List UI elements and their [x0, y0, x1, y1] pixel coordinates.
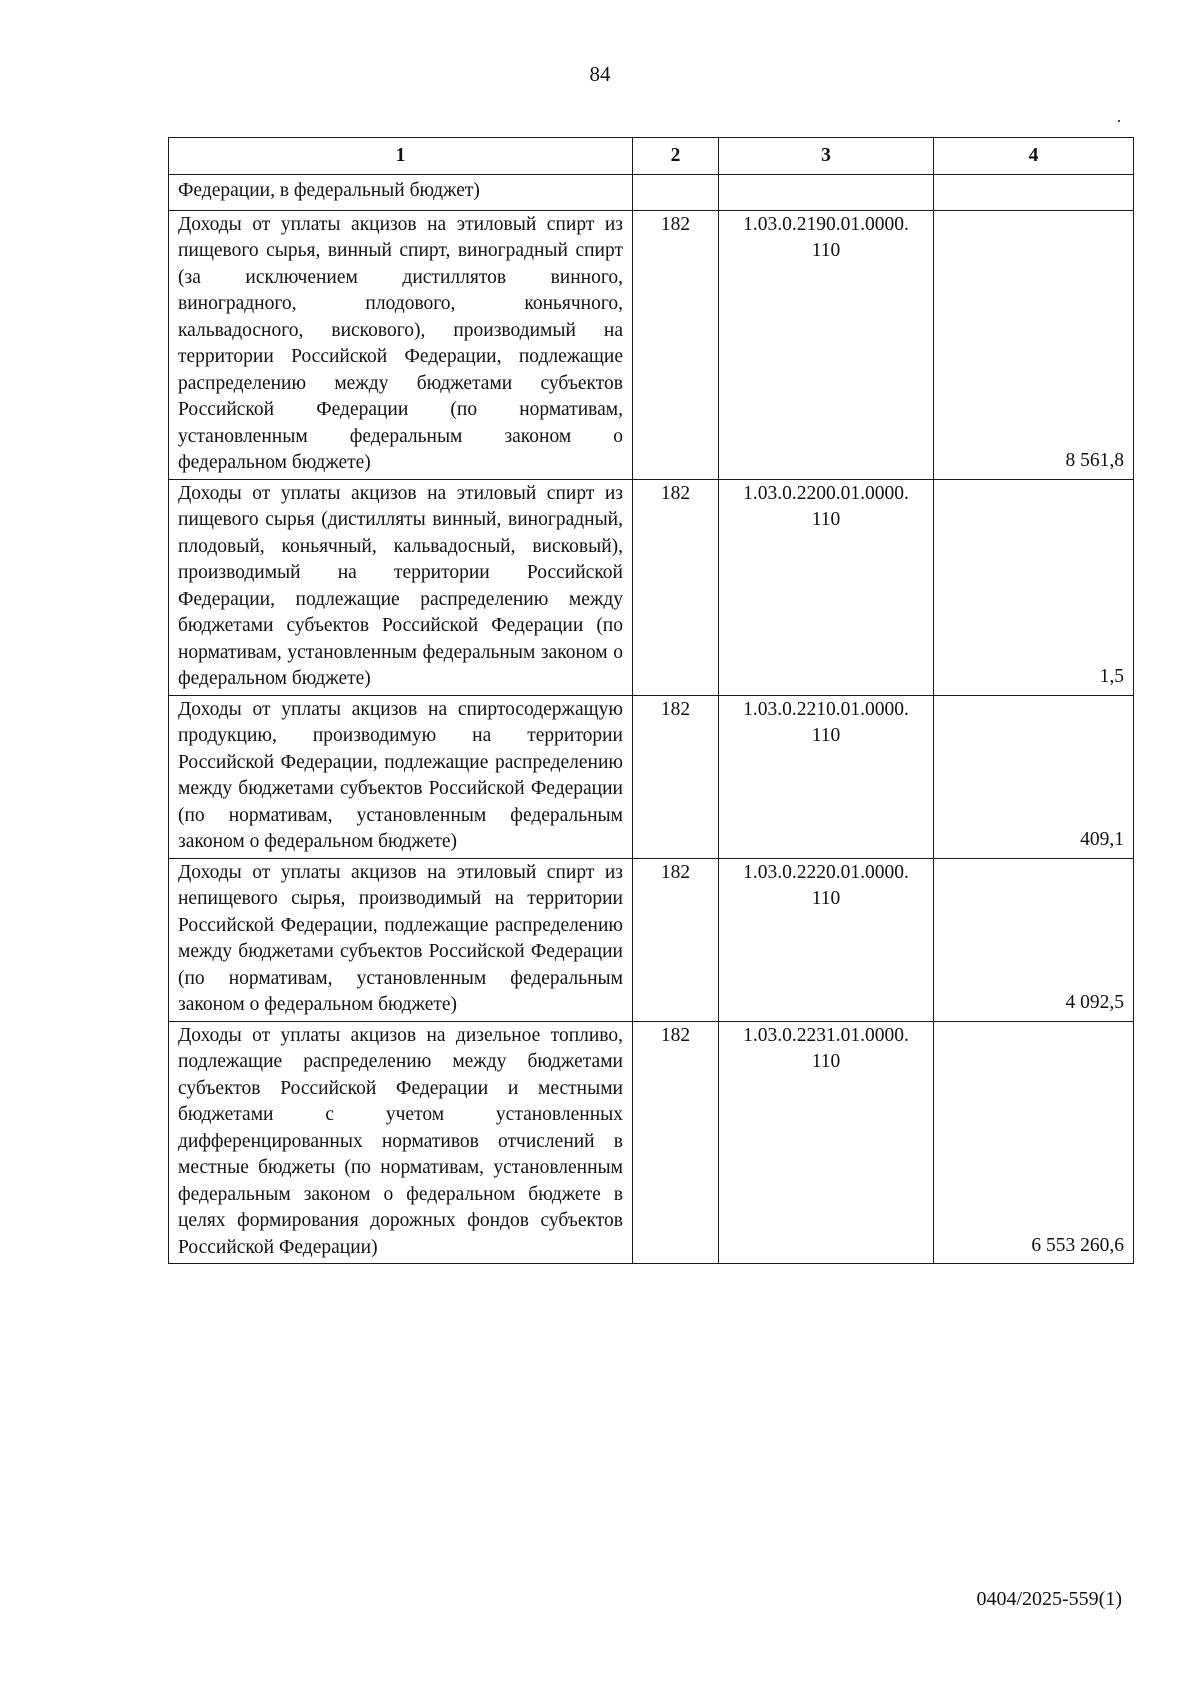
row-classification-code [719, 479, 934, 695]
row-classification-code [719, 210, 934, 479]
code-line-main: 1.03.0.2200.01.0000. [743, 482, 909, 504]
column-header-3: 3 [719, 138, 934, 175]
row-admin-code: 182 [633, 210, 719, 479]
row-admin-code: 182 [633, 695, 719, 858]
row-description: Доходы от уплаты акцизов на этиловый спирт из пищевого сырья, винный спирт, виноградный спирт (за исключением дистиллятов винного, виноградного, плодового, коньячного, кальвадосного, вискового), производимый на территории Российской Федерации, подлежащие распределению между бюджетами субъектов Российской Федерации (по нормативам, установленным федеральным законом о федеральном бюджете) [169, 210, 633, 479]
code-line-main: 1.03.0.2220.01.0000. [743, 861, 909, 883]
table-row [169, 1021, 1134, 1264]
row-classification-code [719, 1021, 934, 1264]
column-header-2: 2 [633, 138, 719, 175]
row-description: Федерации, в федеральный бюджет) [169, 175, 633, 211]
code-line-main: 1.03.0.2231.01.0000. [743, 1024, 909, 1046]
table-row [169, 210, 1134, 479]
column-header-1: 1 [169, 138, 633, 175]
row-description: Доходы от уплаты акцизов на этиловый спирт из пищевого сырья (дистилляты винный, виноградный, плодовый, коньячный, кальвадосный, висковый), производимый на территории Российской Федерации, подлежащие распределению между бюджетами субъектов Российской Федерации (по нормативам, установленным федеральным законом о федеральном бюджете) [169, 479, 633, 695]
row-amount: 1,5 [934, 479, 1134, 695]
table-row [169, 695, 1134, 858]
code-line-suffix: 110 [811, 509, 841, 530]
row-description: Доходы от уплаты акцизов на дизельное топливо, подлежащие распределению между бюджетами субъектов Российской Федерации и местными бюджетами с учетом установленных дифференцированных нормативов отчислений в местные бюджеты (по нормативам, установленным федеральным законом о федеральном бюджете в целях формирования дорожных фондов субъектов Российской Федерации) [169, 1021, 633, 1264]
scan-speck [1118, 120, 1120, 122]
row-amount: 8 561,8 [934, 210, 1134, 479]
row-classification-code [719, 175, 934, 211]
row-classification-code [719, 695, 934, 858]
row-admin-code: 182 [633, 479, 719, 695]
page-number: 84 [589, 62, 611, 86]
table-row [169, 479, 1134, 695]
code-line-main: 1.03.0.2210.01.0000. [743, 698, 909, 720]
row-description: Доходы от уплаты акцизов на спиртосодержащую продукцию, производимую на территории Российской Федерации, подлежащие распределению между бюджетами субъектов Российской Федерации (по нормативам, установленным федеральным законом о федеральном бюджете) [169, 695, 633, 858]
row-admin-code: 182 [633, 858, 719, 1021]
column-header-4: 4 [934, 138, 1134, 175]
code-line-suffix: 110 [811, 725, 841, 746]
code-line-suffix: 110 [811, 1051, 841, 1072]
code-line-suffix: 110 [811, 888, 841, 909]
row-admin-code [633, 175, 719, 211]
row-classification-code [719, 858, 934, 1021]
row-amount: 409,1 [934, 695, 1134, 858]
row-amount: 4 092,5 [934, 858, 1134, 1021]
row-admin-code: 182 [633, 1021, 719, 1264]
document-id: 0404/2025-559(1) [976, 1588, 1122, 1610]
revenue-table [168, 137, 1134, 1264]
row-description: Доходы от уплаты акцизов на этиловый спирт из непищевого сырья, производимый на территории Российской Федерации, подлежащие распределению между бюджетами субъектов Российской Федерации (по нормативам, установленным федеральным законом о федеральном бюджете) [169, 858, 633, 1021]
table-header-row [169, 138, 1134, 175]
row-amount: 6 553 260,6 [934, 1021, 1134, 1264]
code-line-suffix: 110 [811, 240, 841, 261]
table-row [169, 858, 1134, 1021]
row-amount [934, 175, 1134, 211]
code-line-main: 1.03.0.2190.01.0000. [743, 213, 909, 235]
table-row-continuation [169, 175, 1134, 211]
